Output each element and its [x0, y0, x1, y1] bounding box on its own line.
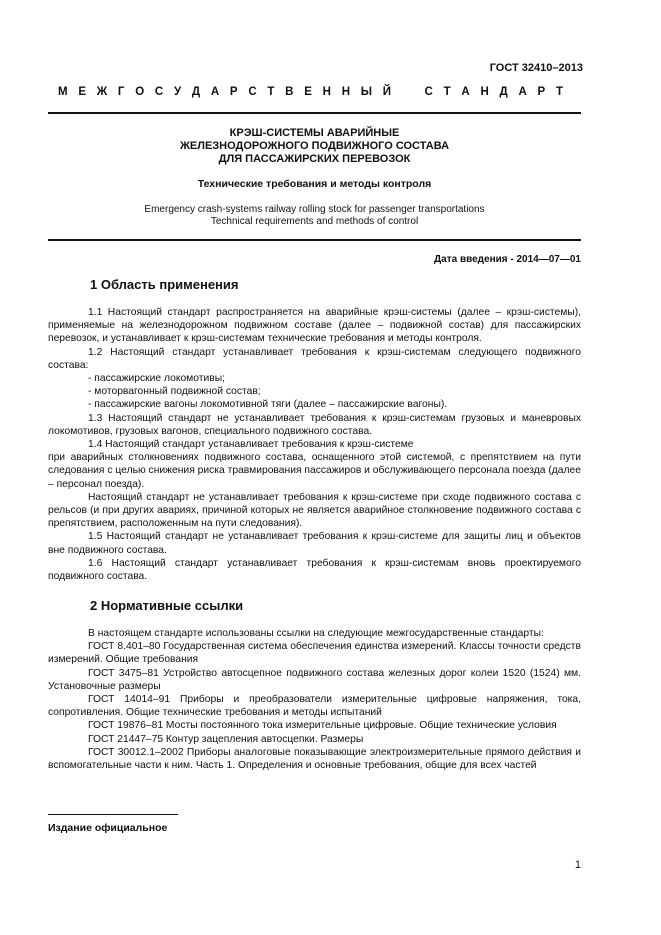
paragraph: В настоящем стандарте использованы ссылки на следующие межгосударственные стандарты:: [88, 628, 544, 639]
letter: Н: [480, 86, 489, 98]
page-number: 1: [574, 859, 581, 871]
list-item: - пассажирские локомотивы;: [88, 373, 225, 385]
list-item: - моторвагонный подвижной состав;: [88, 386, 261, 398]
footer-rule: [48, 814, 178, 815]
section-2-body: [48, 627, 581, 772]
paragraph: 1.2 Настоящий стандарт устанавливает требования к крэш-системам следующего подвижного состава:: [48, 346, 581, 371]
paragraph: 1.5 Настоящий стандарт не устанавливает требования к крэш-системе для защиты лиц и объектов вне подвижного состава.: [48, 531, 581, 556]
reference-item: ГОСТ 8.401–80 Государственная система обеспечения единства измерений. Классы точности средств измерений. Общие требования: [48, 641, 581, 666]
official-edition-label: Издание официальное: [48, 822, 168, 834]
reference-item: ГОСТ 21447–75 Контур зацепления автосцепки. Размеры: [88, 733, 364, 745]
letter: А: [461, 86, 470, 98]
english-title-line: Technical requirements and methods of control: [210, 216, 419, 227]
letter: С: [424, 86, 433, 98]
letter: Р: [537, 86, 546, 98]
title-line: КРЭШ-СИСТЕМЫ АВАРИЙНЫЕ: [229, 127, 400, 139]
letter: Е: [304, 86, 312, 98]
letter: Т: [267, 86, 275, 98]
document-subtitle: Технические требования и методы контроля: [197, 178, 432, 190]
paragraph: 1.4 Настоящий стандарт устанавливает требования к крэш-системе: [88, 439, 414, 451]
english-title-line: Emergency crash-systems railway rolling stock for passenger transportations: [144, 204, 485, 215]
section-heading: 2 Нормативные ссылки: [90, 598, 244, 613]
word-gap: [402, 86, 414, 98]
section-heading: 1 Область применения: [90, 277, 239, 292]
letter: Т: [443, 86, 451, 98]
letter: В: [285, 86, 294, 98]
paragraph: при аварийных столкновениях подвижного состава, оснащенного этой системой, с препятствием на пути следования с целью снижения риска травмирования пассажиров и обслуживающего персонала поезда (далее – персонал поезда).: [48, 452, 581, 490]
title-line: ДЛЯ ПАССАЖИРСКИХ ПЕРЕВОЗОК: [218, 153, 411, 165]
letter: М: [58, 86, 68, 98]
document-code: ГОСТ 32410–2013: [489, 62, 583, 74]
top-rule: [48, 112, 581, 114]
introduction-date: Дата введения - 2014—07—01: [434, 254, 581, 265]
letter: А: [518, 86, 527, 98]
paragraph: 1.3 Настоящий стандарт не устанавливает требования к крэш-системам грузовых и маневровых локомотивов, грузовых вагонов, специального подвижного состава.: [48, 412, 581, 437]
letter: Р: [229, 86, 238, 98]
list-item: - пассажирские вагоны локомотивной тяги (далее – пассажирские вагоны).: [88, 399, 448, 411]
letter: Ж: [96, 86, 108, 98]
paragraph: 1.1 Настоящий стандарт распространяется на аварийные крэш-системы (далее – крэш-системы), применяемые на железнодорожном подвижном составе (далее – подвижной состав) для пассажирских перевозок, и устанавливает к крэш-системам технические требования и методы контроля.: [48, 307, 581, 345]
reference-item: ГОСТ 14014–91 Приборы и преобразователи измерительные цифровые напряжения, тока, сопротивления. Общие технические требования и методы испытаний: [48, 694, 581, 719]
letter: Н: [322, 86, 331, 98]
letter: Й: [382, 86, 392, 98]
section-1-body: [48, 306, 581, 583]
letter: Т: [555, 86, 563, 98]
paragraph: Настоящий стандарт не устанавливает требования к крэш-системе при сходе подвижного состава с рельсов (и при других авариях, причиной которых не является аварийное столкновение подвижного состава с препятствием, расположенным на пути следования).: [48, 491, 581, 530]
reference-item: ГОСТ 3475–81 Устройство автосцепное подвижного состава железных дорог колеи 1520 (1524) мм. Установочные размеры: [48, 667, 581, 692]
letter: Г: [117, 86, 125, 98]
title-rule: [48, 239, 581, 241]
interstate-standard-label: [58, 86, 563, 98]
letter: Е: [78, 86, 87, 98]
letter: О: [135, 86, 145, 98]
title-line: ЖЕЛЕЗНОДОРОЖНОГО ПОДВИЖНОГО СОСТАВА: [179, 140, 450, 152]
document-title: [48, 127, 581, 166]
letter: Ы: [360, 86, 373, 98]
english-title: [48, 204, 581, 228]
letter: Д: [499, 86, 508, 98]
letter: У: [173, 86, 182, 98]
reference-item: ГОСТ 30012.1–2002 Приборы аналоговые показывающие электроизмерительные прямого действия и вспомогательные части к ним. Часть 1. Определения и основные требования, общие для всех частей: [48, 746, 581, 772]
letter: Д: [191, 86, 201, 98]
letter: С: [248, 86, 257, 98]
reference-item: ГОСТ 19876–81 Мосты постоянного тока измерительные цифровые. Общие технические условия: [88, 720, 557, 732]
letter: С: [154, 86, 164, 98]
letter: Н: [341, 86, 351, 98]
letter: А: [210, 86, 220, 98]
paragraph: 1.6 Настоящий стандарт устанавливает требования к крэш-системам вновь проектируемого подвижного состава.: [48, 557, 581, 583]
